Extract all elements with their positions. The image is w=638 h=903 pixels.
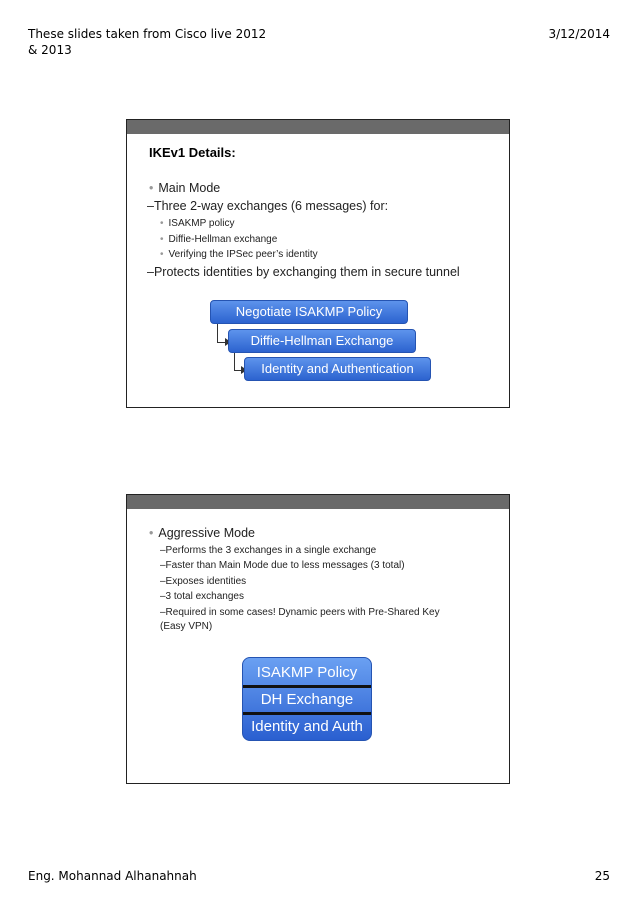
list-item: (Easy VPN) (160, 621, 213, 632)
dh-exchange-row: DH Exchange (260, 691, 354, 708)
list-item: • Verifying the IPSec peer’s identity (160, 249, 318, 260)
list-item: • ISAKMP policy (160, 218, 235, 229)
bullet-dot-icon: • (160, 234, 164, 245)
header-source-note: These slides taken from Cisco live 2012 & 2013 (28, 27, 267, 57)
protects-line: –Protects identities by exchanging them in secure tunnel (147, 265, 460, 279)
page-number: 25 (594, 869, 610, 883)
main-mode-label: Main Mode (158, 181, 221, 195)
bullet-main-mode (149, 181, 220, 195)
list-item: –Exposes identities (160, 576, 247, 587)
list-item: –Faster than Main Mode due to less messages (3 total) (160, 560, 405, 571)
bullet-aggressive-mode (149, 526, 255, 540)
isakmp-policy-row: ISAKMP Policy (256, 664, 358, 681)
list-item: –3 total exchanges (160, 591, 244, 602)
identity-auth-row: Identity and Auth (251, 718, 363, 735)
bullet-dot-icon: • (149, 181, 154, 195)
header-date: 3/12/2014 (548, 27, 610, 41)
footer-author: Eng. Mohannad Alhanahnah (28, 869, 197, 883)
aggressive-mode-label: Aggressive Mode (158, 526, 255, 540)
identity-authentication-box: Identity and Authentication (244, 357, 431, 381)
slide-title: IKEv1 Details: (149, 145, 236, 160)
list-item: –Performs the 3 exchanges in a single exchange (160, 545, 377, 556)
diffie-hellman-exchange-box: Diffie-Hellman Exchange (228, 329, 416, 353)
bullet-dot-icon: • (160, 218, 164, 229)
slide-title-bar (127, 495, 509, 509)
bullet-dot-icon: • (149, 526, 154, 540)
negotiate-isakmp-policy-box: Negotiate ISAKMP Policy (210, 300, 408, 324)
aggressive-mode-stack (242, 657, 372, 741)
exchanges-line: –Three 2-way exchanges (6 messages) for: (147, 199, 389, 213)
slide-title-bar (127, 120, 509, 134)
list-item: • Diffie-Hellman exchange (160, 234, 278, 245)
list-item: –Required in some cases! Dynamic peers with Pre-Shared Key (160, 607, 440, 618)
bullet-dot-icon: • (160, 249, 164, 260)
